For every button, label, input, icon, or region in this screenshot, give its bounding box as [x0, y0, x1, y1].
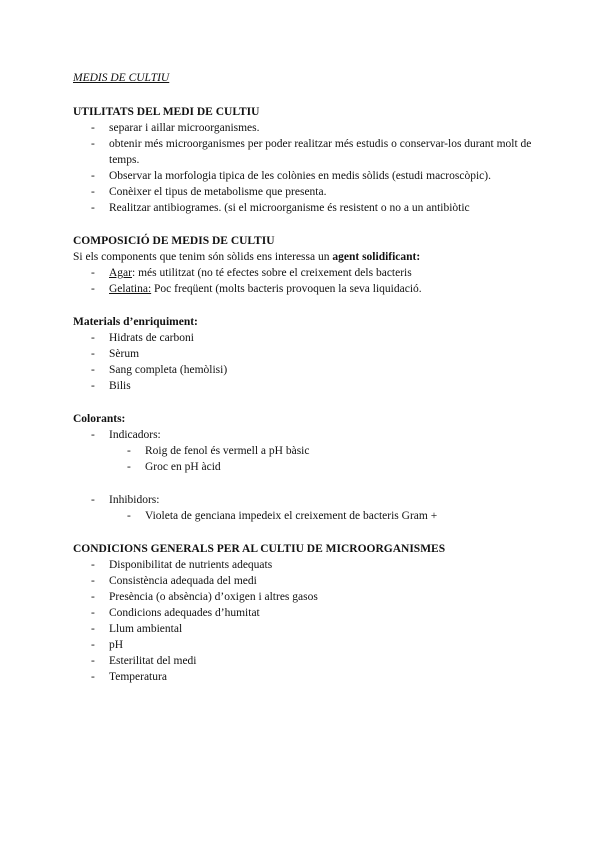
section-heading-utilitats: UTILITATS DEL MEDI DE CULTIU [73, 106, 260, 118]
list-item-indicadors: - Indicadors: [73, 427, 543, 443]
list-item-agar [73, 265, 543, 281]
intro-bold-term: agent solidificant: [332, 251, 421, 263]
sublist-item: - Groc en pH àcid [73, 459, 543, 475]
term-agar: Agar [109, 267, 132, 279]
enriquiment-list [73, 330, 543, 394]
list-item: - Bilis [73, 378, 543, 394]
composicio-intro [73, 249, 543, 265]
term-description: Poc freqüent (molts bacteris provoquen la seva liquidació. [151, 283, 422, 295]
list-item: - Observar la morfologia tipica de les colònies en medis sòlids (estudi macroscòpic). [73, 168, 543, 184]
list-item: - obtenir més microorganismes per poder realitzar més estudis o conservar-los durant molt de temps. [73, 136, 543, 168]
sublist-item: - Roig de fenol és vermell a pH bàsic [73, 443, 543, 459]
sublist-item: - Violeta de genciana impedeix el creixement de bacteris Gram + [73, 508, 543, 524]
inhibidors-list [73, 492, 543, 508]
indicadors-sublist [73, 443, 543, 475]
section-heading-colorants: Colorants: [73, 413, 126, 425]
list-item: - Temperatura [73, 669, 543, 685]
document-title: MEDIS DE CULTIU [73, 72, 170, 84]
section-heading-composicio: COMPOSICIÓ DE MEDIS DE CULTIU [73, 235, 275, 247]
colorants-list [73, 427, 543, 443]
list-item: - Consistència adequada del medi [73, 573, 543, 589]
list-item: - Condicions adequades d’humitat [73, 605, 543, 621]
intro-text: Si els components que tenim són sòlids ens interessa un [73, 251, 333, 263]
list-item: - pH [73, 637, 543, 653]
list-item: - Disponibilitat de nutrients adequats [73, 557, 543, 573]
term-description: : més utilitzat (no té efectes sobre el creixement dels bacteris [132, 267, 412, 279]
list-item: - Llum ambiental [73, 621, 543, 637]
term-gelatina: Gelatina: [109, 283, 152, 295]
section-heading-enriquiment: Materials d’enriquiment: [73, 316, 198, 328]
utilitats-list [73, 120, 543, 216]
list-item: - Hidrats de carboni [73, 330, 543, 346]
list-item: - Sang completa (hemòlisi) [73, 362, 543, 378]
condicions-list [73, 557, 543, 685]
list-item: - separar i aillar microorganismes. [73, 120, 543, 136]
list-item: - Esterilitat del medi [73, 653, 543, 669]
list-item: - Sèrum [73, 346, 543, 362]
list-item: - Presència (o absència) d’oxigen i altres gasos [73, 589, 543, 605]
inhibidors-sublist [73, 508, 543, 524]
composicio-list [73, 265, 543, 297]
list-item-gelatina [73, 281, 543, 297]
document-page [73, 70, 543, 685]
list-item: - Conèixer el tipus de metabolisme que presenta. [73, 184, 543, 200]
list-item-inhibidors: - Inhibidors: [73, 492, 543, 508]
list-item: - Realitzar antibiogrames. (si el microorganisme és resistent o no a un antibiòtic [73, 200, 543, 216]
section-heading-condicions: CONDICIONS GENERALS PER AL CULTIU DE MICROORGANISMES [73, 543, 446, 555]
